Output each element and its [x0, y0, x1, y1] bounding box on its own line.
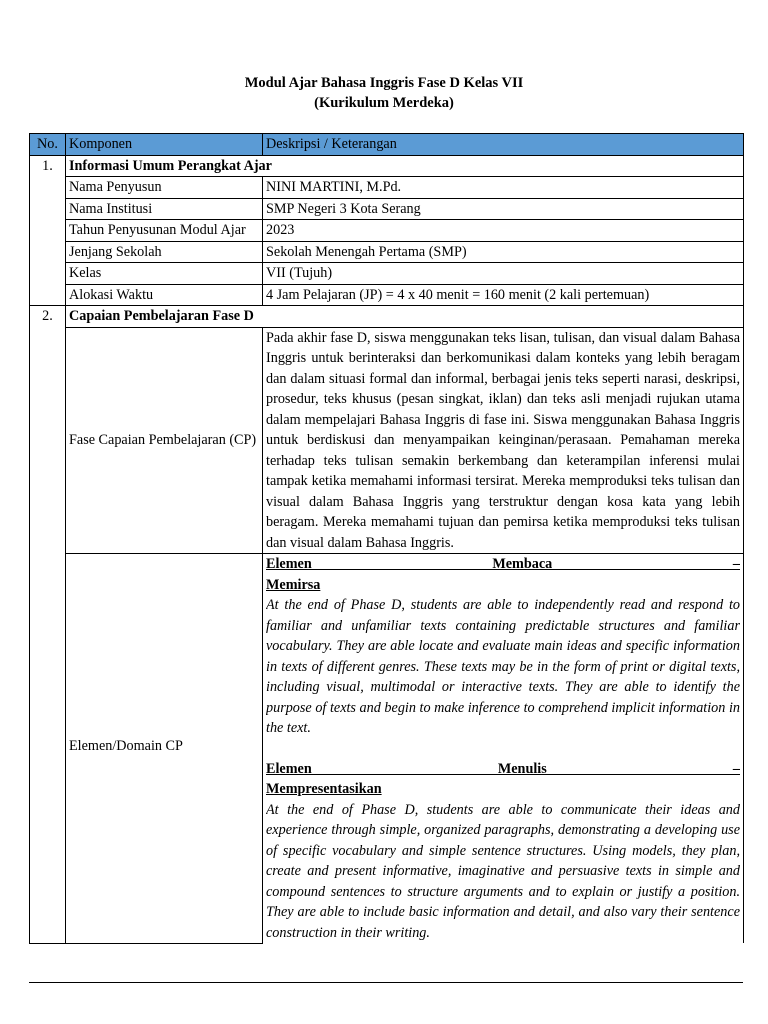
row-value: Sekolah Menengah Pertama (SMP) — [263, 241, 744, 263]
table-row — [30, 177, 744, 199]
page-cut-line — [29, 982, 743, 983]
row-label: Tahun Penyusunan Modul Ajar — [66, 220, 263, 242]
table-header-row — [30, 134, 744, 156]
section-1-number: 1. — [30, 155, 66, 306]
elemen-menulis-heading: Elemen Menulis – — [266, 760, 740, 777]
title-line-2: (Kurikulum Merdeka) — [314, 95, 454, 111]
module-table — [29, 133, 744, 944]
document-title — [0, 73, 768, 113]
row-value: VII (Tujuh) — [263, 263, 744, 285]
row-label: Jenjang Sekolah — [66, 241, 263, 263]
cp-label: Fase Capaian Pembelajaran (CP) — [66, 327, 263, 554]
table-row — [30, 198, 744, 220]
row-value: SMP Negeri 3 Kota Serang — [263, 198, 744, 220]
row-value: NINI MARTINI, M.Pd. — [263, 177, 744, 199]
elemen-clip — [266, 554, 740, 943]
row-label: Nama Institusi — [66, 198, 263, 220]
cp-row — [30, 327, 744, 554]
header-no: No. — [30, 134, 66, 156]
row-label: Alokasi Waktu — [66, 284, 263, 306]
cp-text: Pada akhir fase D, siswa menggunakan teks lisan, tulisan, dan visual dalam Bahasa Inggris untuk berinteraksi dan berkomunikasi dalam konteks yang lebih beragam dan dalam situasi formal dan informal, berbagai jenis teks seperti narasi, deskripsi, prosedur, teks khusus (pesan singkat, iklan) dan teks asli menjadi rujukan utama dalam mempelajari Bahasa Inggris di fase ini. Siswa menggunakan Bahasa Inggris untuk berdiskusi dan menyampaikan keinginan/perasaan. Pemahaman mereka terhadap teks tulisan semakin berkembang dan keterampilan inferensi mulai tampak ketika memahami informasi tersirat. Mereka memproduksi teks tulisan dan visual dalam Bahasa Inggris yang terstruktur dengan kosa kata yang lebih beragam. Mereka memahami tujuan dan pemirsa ketika memproduksi teks tulisan dan visual dalam Bahasa Inggris. — [263, 327, 744, 554]
table-row — [30, 263, 744, 285]
table-row — [30, 220, 744, 242]
elemen-membaca-subheading: Memirsa — [266, 576, 321, 593]
table-row — [30, 241, 744, 263]
elemen-membaca-heading: Elemen Membaca – — [266, 556, 740, 572]
title-line-1: Modul Ajar Bahasa Inggris Fase D Kelas VII — [244, 75, 524, 91]
section-2-row — [30, 306, 744, 328]
table-row — [30, 284, 744, 306]
elemen-label: Elemen/Domain CP — [66, 554, 263, 944]
elemen-menulis-subheading: Mempresentasikan — [266, 781, 382, 797]
row-value: 4 Jam Pelajaran (JP) = 4 x 40 menit = 160 menit (2 kali pertemuan) — [263, 284, 744, 306]
spacer — [266, 739, 740, 759]
elemen-menulis-text: At the end of Phase D, students are able to communicate their ideas and experience through simple, organized paragraphs, demonstrating a developing use of specific vocabulary and simple sentence structures. Using models, they plan, create and present informative, imaginative and persuasive texts in simple and compound sentences to structure arguments and to explain or justify a position. They are able to include basic information and detail, and also vary their sentence construction in their writing. — [266, 801, 740, 941]
elemen-content — [263, 554, 744, 944]
section-2-title: Capaian Pembelajaran Fase D — [66, 306, 744, 328]
section-2-number: 2. — [30, 306, 66, 944]
header-komponen: Komponen — [66, 134, 263, 156]
section-1-title: Informasi Umum Perangkat Ajar — [66, 155, 744, 177]
row-value: 2023 — [263, 220, 744, 242]
elemen-row — [30, 554, 744, 944]
section-1-row — [30, 155, 744, 177]
row-label: Kelas — [66, 263, 263, 285]
elemen-membaca-text: At the end of Phase D, students are able to independently read and respond to familiar and unfamiliar texts containing predictable structures and familiar vocabulary. They are able locate and evaluate main ideas and specific information in texts of different genres. These texts may be in the form of print or digital texts, including visual, multimodal or interactive texts. They are able to identify the purpose of texts and begin to make inference to comprehend implicit information in the text. — [266, 597, 740, 736]
row-label: Nama Penyusun — [66, 177, 263, 199]
header-deskripsi: Deskripsi / Keterangan — [263, 134, 744, 156]
